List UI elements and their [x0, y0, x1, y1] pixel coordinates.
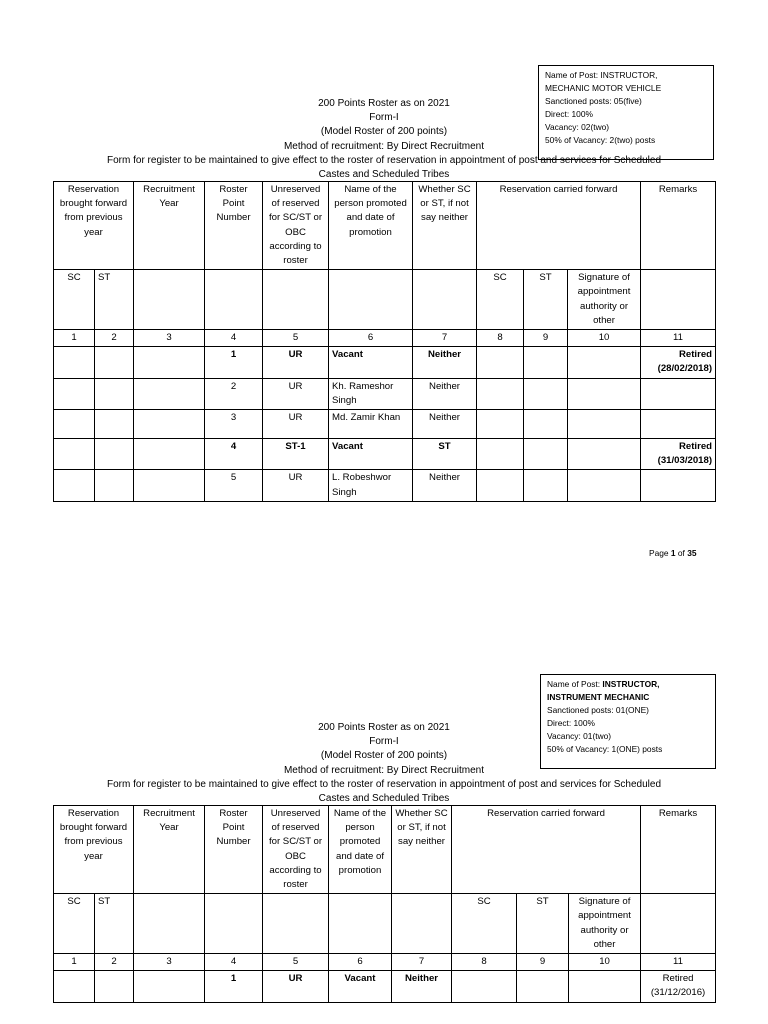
- header-row: [54, 182, 716, 270]
- unreserved-value: UR: [263, 347, 329, 378]
- post-name-line2: MECHANIC MOTOR VEHICLE: [545, 83, 662, 93]
- person-name: Kh. Rameshor Singh: [329, 378, 413, 409]
- col-num: 5: [263, 330, 329, 347]
- title-line: Form for register to be maintained to give effect to the roster of reservation in appointment of post and services for Scheduled: [107, 154, 661, 166]
- roster-point: 5: [205, 470, 263, 501]
- whether-value: ST: [413, 439, 477, 470]
- title-line: Form-I: [369, 112, 399, 124]
- remarks-value: [641, 410, 716, 439]
- col-num: 6: [329, 330, 413, 347]
- col-num: 7: [392, 954, 452, 971]
- header-whether: Whether SC or ST, if not say neither: [413, 182, 477, 270]
- col-num: 7: [413, 330, 477, 347]
- table-row: [54, 410, 716, 439]
- direct-percent: Direct: 100%: [545, 109, 593, 119]
- header-st: ST: [95, 270, 134, 330]
- title-line: 200 Points Roster as on 2021: [318, 98, 450, 109]
- header-signature: Signature of appointment authority or other: [569, 894, 641, 954]
- header-name-person: Name of the person promoted and date of promotion: [329, 182, 413, 270]
- roster-point: 3: [205, 410, 263, 439]
- person-name: Vacant: [329, 347, 413, 378]
- col-num: 5: [263, 954, 329, 971]
- header-unreserved: Unreserved of reserved for SC/ST or OBC according to roster: [263, 182, 329, 270]
- header-sc: SC: [54, 894, 95, 954]
- remarks-value: [641, 378, 716, 409]
- remarks-value: Retired (31/03/2018): [641, 439, 716, 470]
- header-reservation-bf: Reservation brought forward from previous year: [54, 182, 134, 270]
- person-name: Vacant: [329, 439, 413, 470]
- post-name-label: Name of Post:: [545, 70, 601, 80]
- table-row: [54, 378, 716, 409]
- col-num: 3: [134, 954, 205, 971]
- vacancy: Vacancy: 02(two): [545, 122, 610, 132]
- roster-point: 2: [205, 378, 263, 409]
- unreserved-value: ST-1: [263, 439, 329, 470]
- table-row: [54, 347, 716, 378]
- post-name-line2: INSTRUMENT MECHANIC: [547, 692, 650, 702]
- header-sc-cf: SC: [477, 270, 524, 330]
- half-vacancy: 50% of Vacancy: 1(ONE) posts: [547, 744, 663, 754]
- roster-point: 4: [205, 439, 263, 470]
- header-roster-point: Roster Point Number: [205, 182, 263, 270]
- roster-table: [53, 805, 716, 1003]
- whether-value: Neither: [413, 410, 477, 439]
- col-num: 4: [205, 330, 263, 347]
- col-num: 1: [54, 330, 95, 347]
- header-reservation-bf: Reservation brought forward from previous year: [54, 806, 134, 894]
- roster-point: 1: [205, 971, 263, 1002]
- table-row: [54, 439, 716, 470]
- header-remarks: Remarks: [641, 182, 716, 270]
- person-name: L. Robeshwor Singh: [329, 470, 413, 501]
- half-vacancy: 50% of Vacancy: 2(two) posts: [545, 135, 656, 145]
- header-recruitment-year: Recruitment Year: [134, 806, 205, 894]
- header-remarks: Remarks: [641, 806, 716, 894]
- header-st-cf: ST: [524, 270, 568, 330]
- post-name-label: Name of Post:: [547, 679, 603, 689]
- subheader-row: [54, 270, 716, 330]
- header-sc: SC: [54, 270, 95, 330]
- unreserved-value: UR: [263, 971, 329, 1002]
- col-num: 3: [134, 330, 205, 347]
- col-num: 9: [524, 330, 568, 347]
- column-number-row: [54, 954, 716, 971]
- header-st: ST: [95, 894, 134, 954]
- header-name-person: Name of the person promoted and date of promotion: [329, 806, 392, 894]
- col-num: 10: [568, 330, 641, 347]
- roster-table: [53, 181, 716, 502]
- col-num: 9: [517, 954, 569, 971]
- unreserved-value: UR: [263, 410, 329, 439]
- col-num: 10: [569, 954, 641, 971]
- doc-title: [0, 97, 768, 182]
- page-total: 35: [687, 548, 697, 558]
- person-name: Vacant: [329, 971, 392, 1002]
- page-current: 1: [670, 548, 676, 558]
- subheader-row: [54, 894, 716, 954]
- col-num: 4: [205, 954, 263, 971]
- title-line: (Model Roster of 200 points): [320, 126, 448, 138]
- remarks-value: Retired (31/12/2016): [641, 971, 716, 1002]
- col-num: 8: [452, 954, 517, 971]
- page-of: of: [675, 548, 688, 558]
- title-line: Castes and Scheduled Tribes: [318, 169, 450, 181]
- header-recruitment-year: Recruitment Year: [134, 182, 205, 270]
- title-line: Castes and Scheduled Tribes: [318, 793, 450, 805]
- header-roster-point: Roster Point Number: [205, 806, 263, 894]
- title-line: Method of recruitment: By Direct Recruitment: [283, 764, 485, 776]
- title-line: (Model Roster of 200 points): [320, 750, 448, 762]
- header-st-cf: ST: [517, 894, 569, 954]
- col-num: 11: [641, 330, 716, 347]
- whether-value: Neither: [392, 971, 452, 1002]
- remarks-value: [641, 470, 716, 501]
- whether-value: Neither: [413, 470, 477, 501]
- col-num: 2: [95, 954, 134, 971]
- col-num: 6: [329, 954, 392, 971]
- post-name-line1: INSTRUCTOR,: [602, 679, 660, 689]
- header-sc-cf: SC: [452, 894, 517, 954]
- title-line: 200 Points Roster as on 2021: [318, 722, 450, 733]
- header-row: [54, 806, 716, 894]
- col-num: 8: [477, 330, 524, 347]
- header-carried-forward: Reservation carried forward: [452, 806, 641, 894]
- col-num: 2: [95, 330, 134, 347]
- title-line: Form for register to be maintained to give effect to the roster of reservation in appointment of post and services for Scheduled: [107, 778, 661, 790]
- page-number: [649, 548, 697, 558]
- whether-value: Neither: [413, 347, 477, 378]
- header-signature: Signature of appointment authority or other: [568, 270, 641, 330]
- header-carried-forward: Reservation carried forward: [477, 182, 641, 270]
- sanctioned-posts: Sanctioned posts: 01(ONE): [547, 705, 649, 715]
- remarks-value: Retired (28/02/2018): [641, 347, 716, 378]
- col-num: 1: [54, 954, 95, 971]
- sanctioned-posts: Sanctioned posts: 05(five): [545, 96, 642, 106]
- unreserved-value: UR: [263, 378, 329, 409]
- roster-point: 1: [205, 347, 263, 378]
- table-row: [54, 470, 716, 501]
- header-whether: Whether SC or ST, if not say neither: [392, 806, 452, 894]
- title-line: Method of recruitment: By Direct Recruitment: [283, 140, 485, 152]
- direct-percent: Direct: 100%: [547, 718, 595, 728]
- header-unreserved: Unreserved of reserved for SC/ST or OBC according to roster: [263, 806, 329, 894]
- person-name: Md. Zamir Khan: [329, 410, 413, 439]
- table-row: [54, 971, 716, 1002]
- column-number-row: [54, 330, 716, 347]
- title-line: Form-I: [369, 736, 399, 748]
- doc-title: [0, 721, 768, 806]
- page-label: Page: [649, 548, 671, 558]
- whether-value: Neither: [413, 378, 477, 409]
- unreserved-value: UR: [263, 470, 329, 501]
- vacancy: Vacancy: 01(two): [547, 731, 612, 741]
- post-name-line1: INSTRUCTOR,: [600, 70, 658, 80]
- col-num: 11: [641, 954, 716, 971]
